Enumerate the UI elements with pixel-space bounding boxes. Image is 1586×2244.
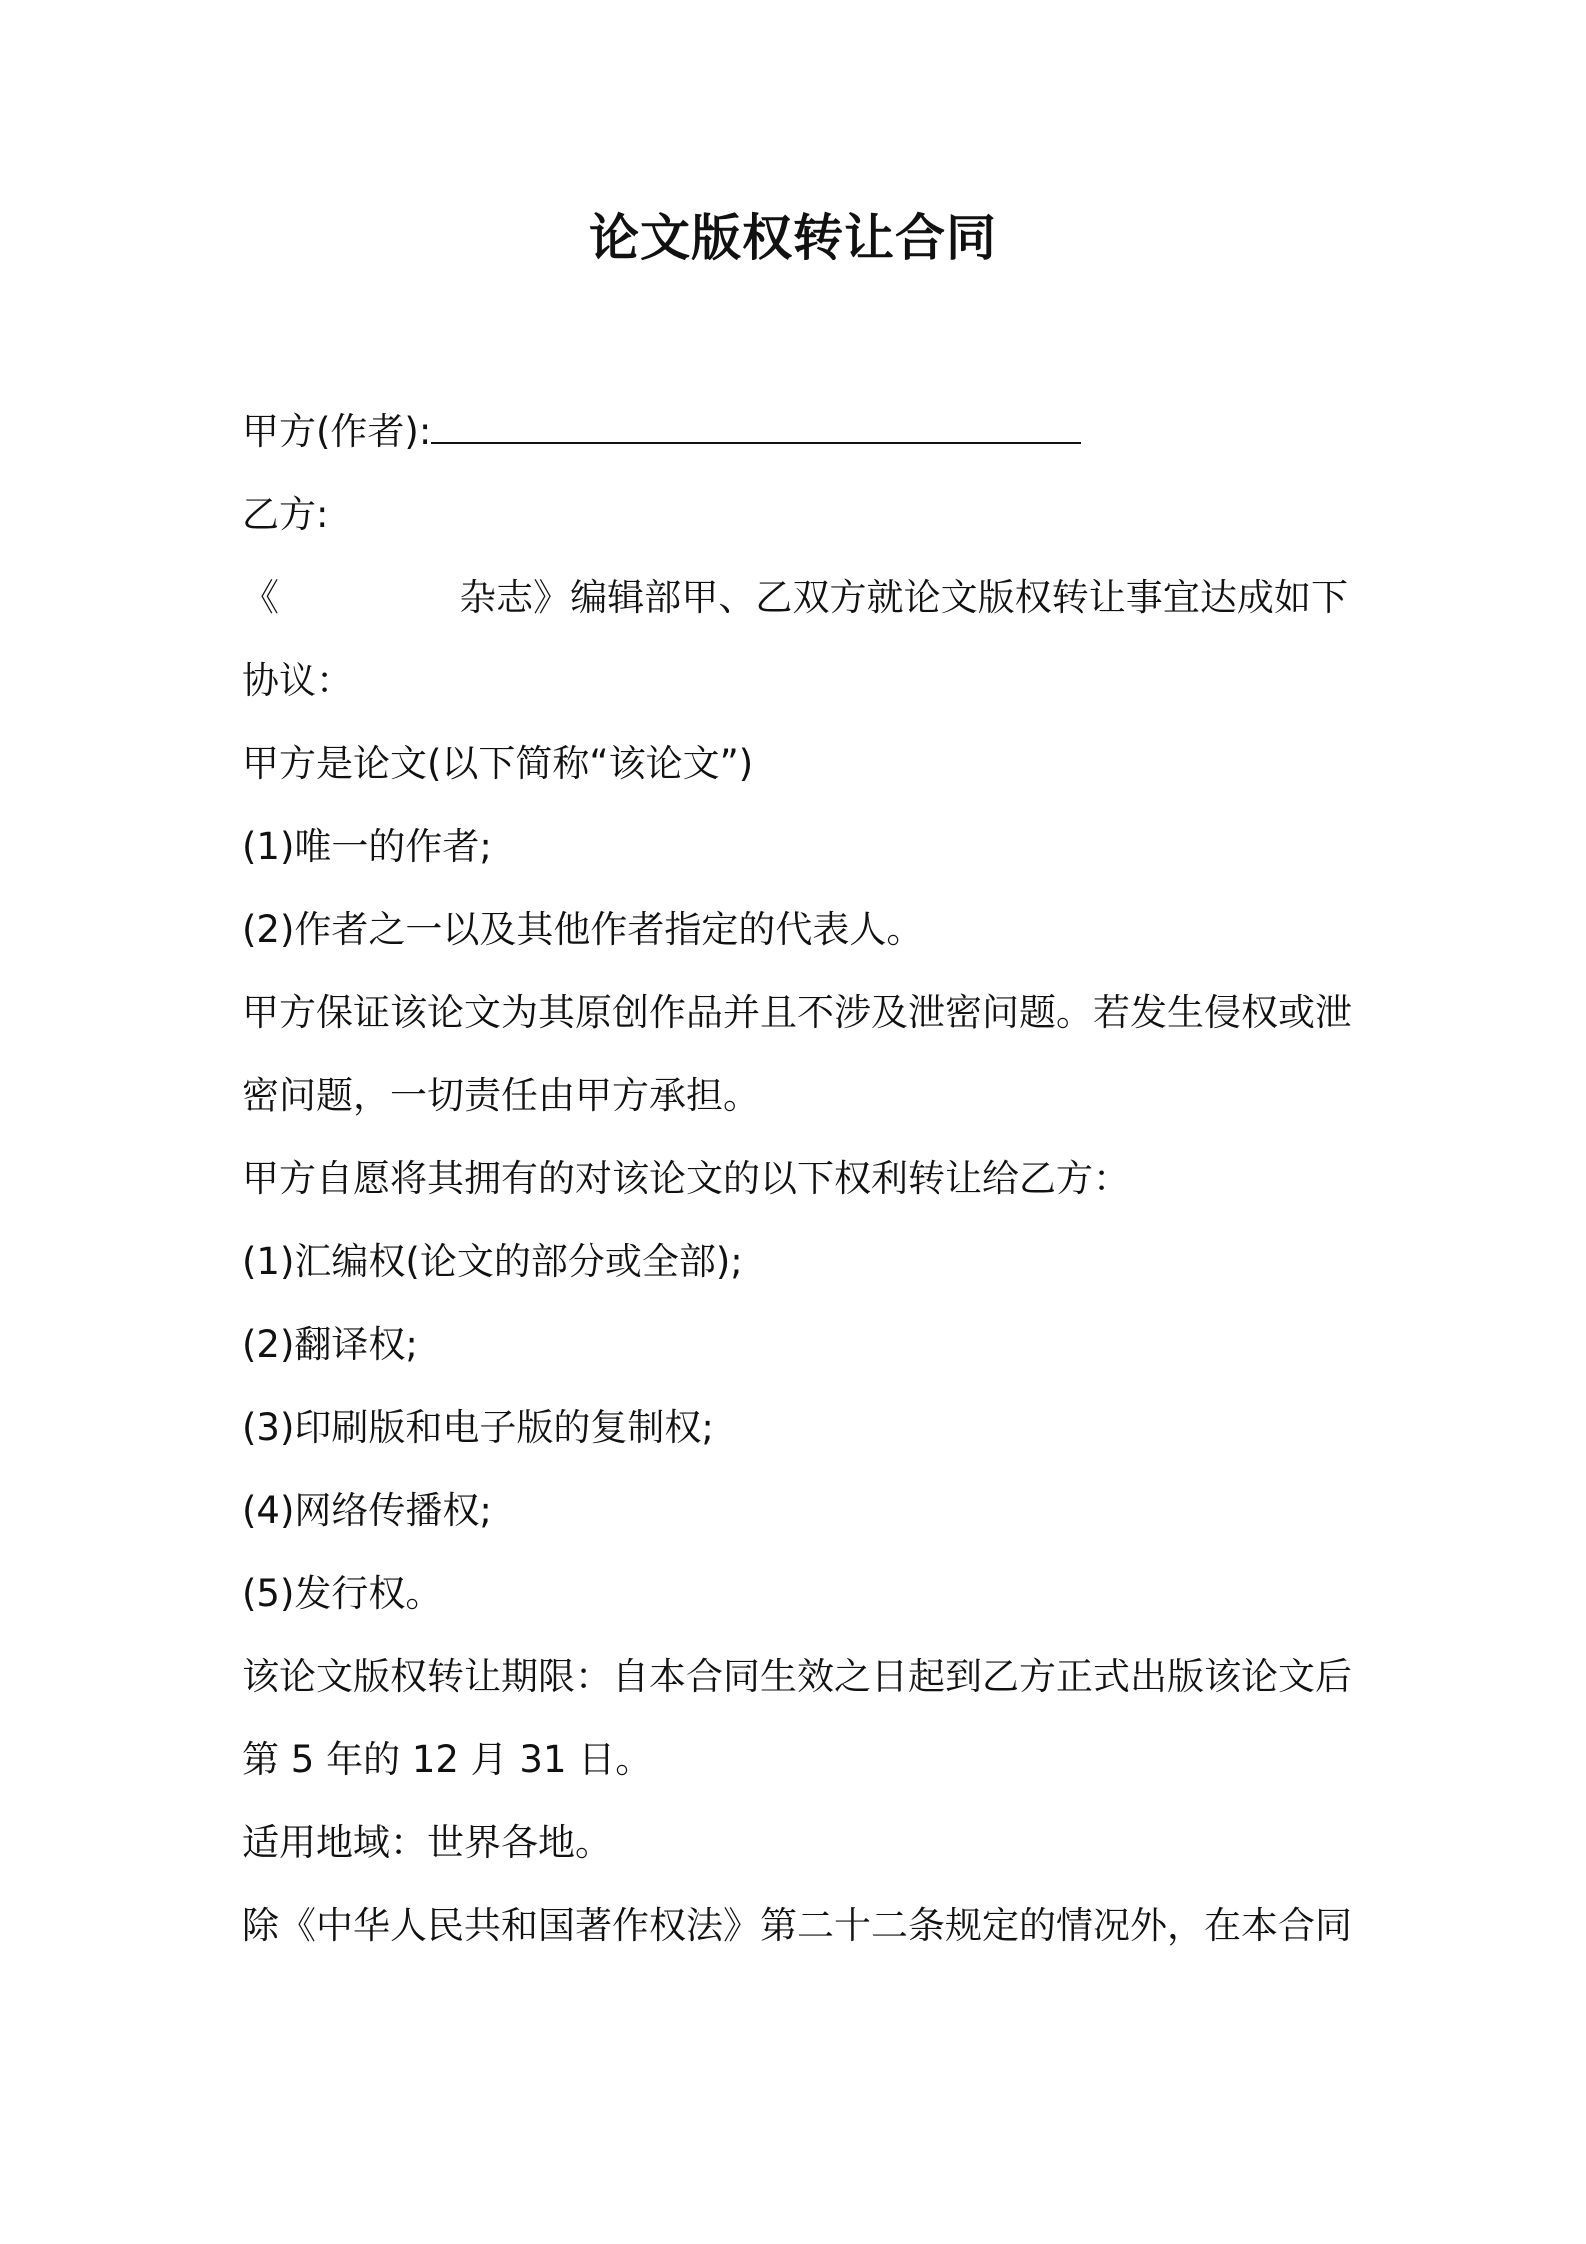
party-a-label: 甲方(作者): — [242, 410, 432, 453]
line-right-3: (3)印刷版和电子版的复制权; — [242, 1406, 714, 1449]
line-right-2: (2)翻译权; — [242, 1323, 418, 1366]
party-a-line — [242, 408, 1081, 456]
line-exception: 除《中华人民共和国著作权法》第二十二条规定的情况外，在本合同 — [242, 1904, 1352, 1947]
line-right-4: (4)网络传播权; — [242, 1489, 492, 1532]
line-guarantee-2: 密问题，一切责任由甲方承担。 — [242, 1074, 760, 1117]
party-b-label: 乙方: — [242, 493, 329, 536]
line-paper: 甲方是论文(以下简称“该论文”) — [242, 742, 754, 785]
document-title: 论文版权转让合同 — [589, 209, 997, 267]
line-term-1: 该论文版权转让期限：自本合同生效之日起到乙方正式出版该论文后 — [242, 1655, 1352, 1698]
intro-line-1 — [242, 574, 1348, 622]
line-region: 适用地域：世界各地。 — [242, 1821, 612, 1864]
party-b-line — [242, 491, 328, 539]
line-representative: (2)作者之一以及其他作者指定的代表人。 — [242, 908, 924, 951]
line-guarantee-1: 甲方保证该论文为其原创作品并且不涉及泄密问题。若发生侵权或泄 — [242, 991, 1352, 1034]
line-sole-author: (1)唯一的作者; — [242, 825, 492, 868]
line-right-1: (1)汇编权(论文的部分或全部); — [242, 1240, 743, 1283]
intro-rest: 杂志》编辑部甲、乙双方就论文版权转让事宜达成如下 — [459, 576, 1349, 619]
line-transfer: 甲方自愿将其拥有的对该论文的以下权利转让给乙方： — [242, 1157, 1130, 1200]
intro-line-2: 协议： — [242, 659, 353, 702]
line-right-5: (5)发行权。 — [242, 1572, 443, 1615]
line-term-2: 第 5 年的 12 月 31 日。 — [242, 1738, 653, 1781]
intro-open-quote: 《 — [242, 576, 280, 619]
party-a-blank — [431, 408, 1081, 444]
